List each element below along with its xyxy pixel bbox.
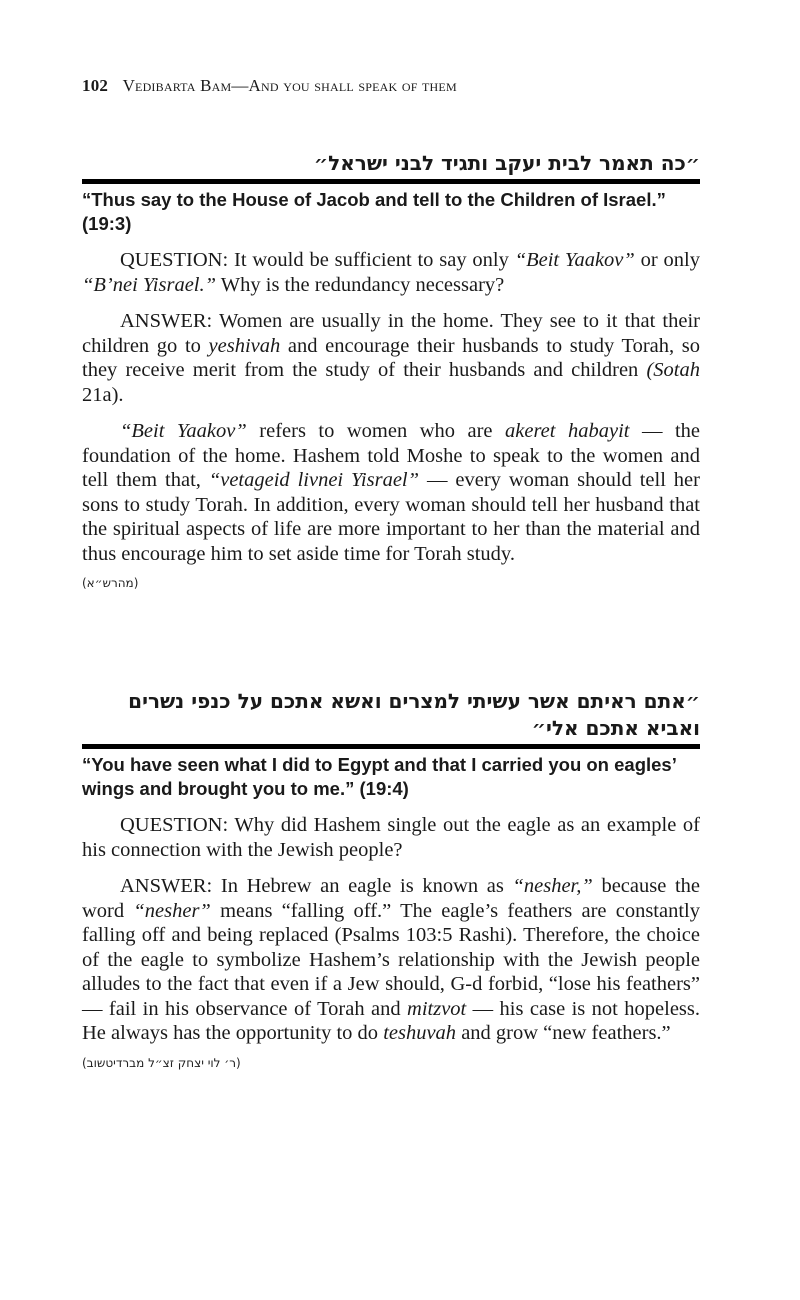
- english-verse-heading: “You have seen what I did to Egypt and that I carried you on eagles’ wings and brought you to me.” (19:4): [82, 754, 676, 799]
- italic-term: “nesher,”: [512, 875, 593, 897]
- book-title: Vedibarta Bam—And you shall speak of them: [122, 76, 457, 95]
- text-run: ANSWER: Women are usually in the home. They see to it that their children go to: [82, 310, 700, 357]
- text-run: — the foundation of the home. Hashem told Moshe to speak to the women and tell them that,: [82, 420, 700, 491]
- italic-term: teshuvah: [383, 1022, 457, 1044]
- text-run: because the word: [82, 875, 700, 922]
- heading-rule: [82, 744, 700, 749]
- hebrew-verse-heading: ״כה תאמר לבית יעקב ותגיד לבני ישראל״: [313, 151, 700, 175]
- italic-term: yeshivah: [208, 334, 281, 357]
- text-run: ANSWER: In Hebrew an eagle is known as: [120, 875, 513, 897]
- source-citation: (מהרש״א): [82, 576, 139, 590]
- italic-term: “vetageid livnei Yisrael”: [208, 469, 420, 491]
- italic-term: “Beit Yaakov”: [120, 420, 247, 442]
- text-run: QUESTION: It would be sufficient to say only: [120, 249, 515, 271]
- text-run: and grow “new feathers.”: [456, 1022, 671, 1044]
- page-number: 102: [82, 76, 109, 95]
- italic-term: akeret habayit: [505, 420, 630, 442]
- paragraph: [82, 248, 700, 297]
- text-run: 21a).: [82, 383, 124, 406]
- section-1: [82, 150, 700, 590]
- paragraph: [82, 309, 700, 407]
- italic-term: mitzvot: [407, 997, 467, 1020]
- english-verse-heading: “Thus say to the House of Jacob and tell to the Children of Israel.” (19:3): [82, 189, 666, 234]
- hebrew-verse-heading: ״אתם ראיתם אשר עשיתי למצרים ואשא אתכם על כנפי נשרים ואביא אתכם אלי״: [128, 689, 700, 740]
- text-run: refers to women who are: [246, 420, 506, 442]
- italic-term: “nesher”: [133, 899, 211, 922]
- paragraph: [82, 813, 700, 862]
- italic-term: “Beit Yaakov”: [514, 249, 635, 271]
- text-run: means “falling off.” The eagle’s feathers are constantly falling off and being replaced (Psalms 103:5 Rashi). Therefore, the choice of the eagle to symbolize Hashem’s relationship with the Jewish people alludes to the fact that even if a Jew should, G-d forbid, “lose his feathers” — fail in his observance of Torah and: [82, 899, 700, 1020]
- text-run: and encourage their husbands to study Torah, so they receive merit from the study of their husbands and children: [82, 334, 700, 381]
- text-run: — his case is not hopeless. He always has the opportunity to do: [82, 997, 700, 1044]
- paragraph: [82, 419, 700, 566]
- source-citation: (ר׳ לוי יצחק זצ״ל מברדיטשוב): [82, 1055, 241, 1070]
- italic-term: “B’nei Yisrael.”: [82, 273, 217, 296]
- text-run: or only: [634, 249, 700, 271]
- paragraph: [82, 874, 700, 1046]
- section-2: [82, 688, 700, 1070]
- heading-rule: [82, 179, 700, 184]
- text-run: QUESTION: Why did Hashem single out the eagle as an example of his connection with the Jewish people?: [82, 814, 700, 861]
- running-head: [82, 76, 457, 96]
- italic-term: (Sotah: [646, 359, 700, 381]
- text-run: — every woman should tell her sons to study Torah. In addition, every woman should tell her husband that the spiritual aspects of life are more important to her than the material and thus encourage him to set aside time for Torah study.: [82, 469, 700, 565]
- text-run: Why is the redundancy necessary?: [216, 273, 505, 296]
